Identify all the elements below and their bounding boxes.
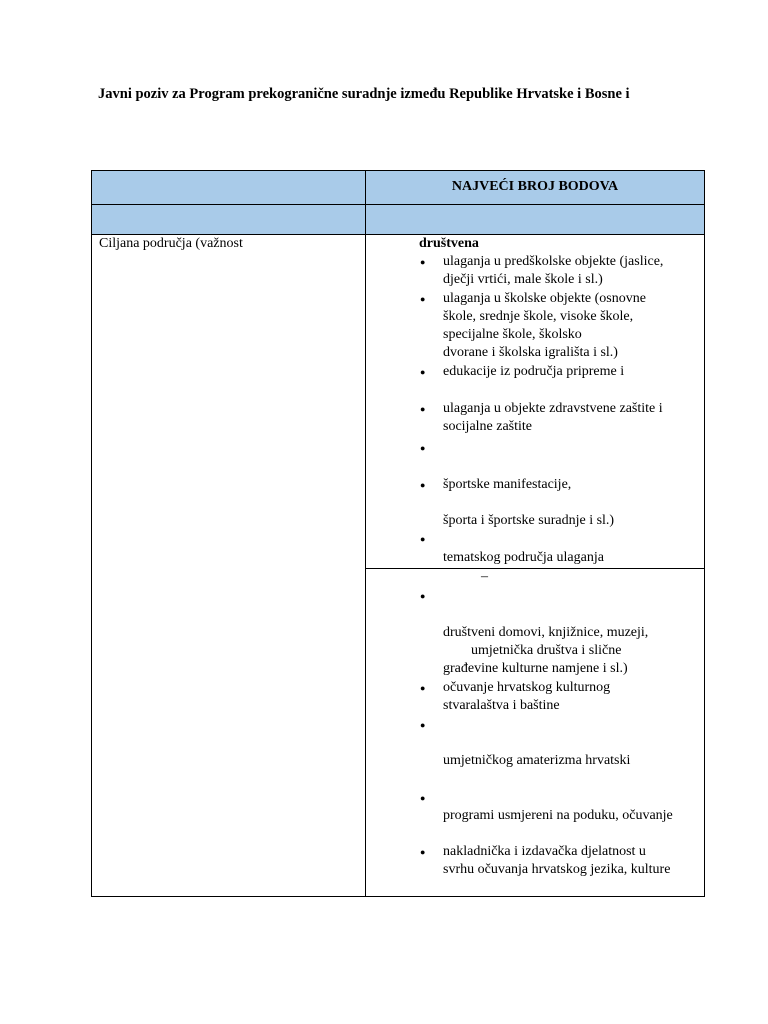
bullet: ● <box>420 793 426 803</box>
header-cell-left <box>92 171 366 205</box>
list-item-text: društveni domovi, knjižnice, muzeji, <box>443 625 649 640</box>
list-item-text: građevine kulturne namjene i sl.) <box>443 661 628 676</box>
list-item-text: edukacije iz područja pripreme i <box>443 364 625 379</box>
list-item-text: ulaganja u školske objekte (osnovne <box>443 291 646 306</box>
list-item-text: škole, srednje škole, visoke škole, <box>443 309 634 324</box>
bullet: ● <box>420 294 426 304</box>
bullet: ● <box>420 404 426 414</box>
list-item-text: dječji vrtići, male škole i sl.) <box>443 272 603 287</box>
bullet: ● <box>420 683 426 693</box>
list-item-text: specijalne škole, školsko <box>443 327 582 342</box>
left-cell-text: Ciljana područja (važnost <box>99 236 243 251</box>
subheader-cell-left <box>92 205 366 235</box>
list-item-text: ulaganja u objekte zdravstvene zaštite i <box>443 401 663 416</box>
header-cell-right <box>366 171 704 205</box>
subheader-cell-right <box>366 205 704 235</box>
bullet: ● <box>420 443 426 453</box>
bullet: ● <box>420 367 426 377</box>
bullet: ● <box>420 847 426 857</box>
list-item-text: umjetnička društva i slične <box>471 643 622 658</box>
list-item-text: svrhu očuvanja hrvatskog jezika, kulture <box>443 862 671 877</box>
row-divider <box>366 568 704 569</box>
bullet: ● <box>420 720 426 730</box>
list-item-text: stvaralaštva i baštine <box>443 698 560 713</box>
scoring-table <box>91 170 705 897</box>
document-title: Javni poziv za Program prekogranične suradnje između Republike Hrvatske i Bosne i <box>98 86 630 102</box>
list-item-text: ulaganja u predškolske objekte (jaslice, <box>443 254 664 269</box>
section-heading: društvena <box>419 236 479 251</box>
column-divider <box>365 171 366 896</box>
bullet: ● <box>420 480 426 490</box>
list-item-text: socijalne zaštite <box>443 419 533 434</box>
dash: – <box>481 569 488 584</box>
list-item-text: športske manifestacije, <box>443 477 572 492</box>
list-item-text: tematskog područja ulaganja <box>443 550 604 565</box>
bullet: ● <box>420 534 426 544</box>
list-item-text: športa i športske suradnje i sl.) <box>443 513 615 528</box>
list-item-text: očuvanje hrvatskog kulturnog <box>443 680 611 695</box>
bullet: ● <box>420 591 426 601</box>
list-item-text: dvorane i školska igrališta i sl.) <box>443 345 618 360</box>
list-item-text: programi usmjereni na poduku, očuvanje <box>443 808 673 823</box>
list-item-text: umjetničkog amaterizma hrvatski <box>443 753 631 768</box>
bullet: ● <box>420 257 426 267</box>
list-item-text: nakladnička i izdavačka djelatnost u <box>443 844 646 859</box>
header-title: NAJVEĆI BROJ BODOVA <box>451 179 619 194</box>
